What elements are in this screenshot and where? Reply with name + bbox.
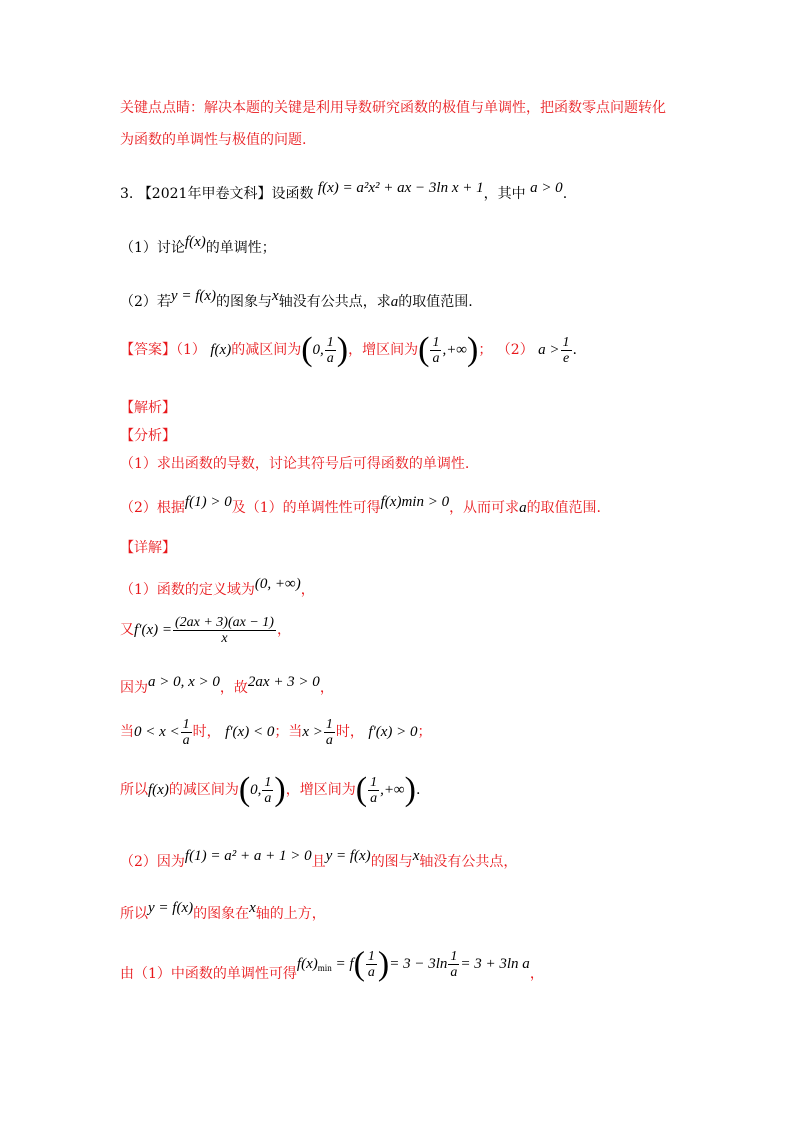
detail-4-semi: ；当 [274, 724, 303, 740]
detail-8-close: ) [377, 945, 390, 983]
answer-p2: （2） [496, 342, 534, 358]
detail-4-end: ； [417, 724, 432, 740]
part2-label: （2）若 [120, 294, 171, 310]
detail-8-open: ( [353, 945, 365, 983]
detail-1-text: （1）函数的定义域为 [120, 582, 255, 598]
detail-6-text: （2）因为 [120, 854, 185, 870]
detail-2 [120, 612, 291, 648]
frac-num: 1 [367, 949, 375, 965]
answer-dec-interval: ( [301, 331, 313, 368]
part2-text-c: 的取值范围. [398, 294, 473, 310]
part2-x: x [272, 288, 279, 304]
answer-inc-inf: ,+∞ [442, 342, 468, 358]
frac-num: 1 [326, 334, 334, 350]
part1-text: 的单调性； [205, 240, 276, 256]
answer-label: 【答案】 [120, 342, 176, 358]
detail-5-frac2 [368, 775, 379, 806]
detail-5-text: 所以 [120, 782, 148, 798]
detail-6-math2: y = f(x) [325, 848, 371, 864]
frac-den: a [325, 732, 333, 748]
answer-inc-interval: ( [418, 331, 430, 368]
detail-3-math2: 2ax + 3 > 0 [247, 674, 320, 690]
detail-3-mid: ，故 [219, 680, 248, 696]
analysis-1: （1）求出函数的导数，讨论其符号后可得函数的单调性. [120, 456, 470, 472]
detail-4-m2b: f′(x) > 0 [368, 724, 418, 740]
detail-6 [120, 846, 517, 872]
detail-3-math1: a > 0, x > 0 [148, 674, 220, 690]
answer-sep: ； [478, 342, 493, 358]
detail-5-inc: ，增区间为 [285, 782, 356, 798]
detail-4-when: 当 [120, 724, 134, 740]
detail-6-math: f(1) = a² + a + 1 > 0 [184, 848, 312, 864]
problem-part-2 [120, 286, 473, 312]
detail-8-fx: f(x) [296, 956, 318, 972]
detail-8-text: 由（1）中函数的单调性可得 [120, 966, 297, 982]
detail-5-f: f(x) [148, 782, 169, 798]
problem-lead: 设函数 [271, 186, 314, 202]
frac-den: a [326, 350, 334, 366]
analysis-2-math1: f(1) > 0 [184, 494, 232, 510]
part2-math: y = f(x) [170, 288, 217, 304]
detail-4-t1: 时， [192, 724, 221, 740]
detail-4-math2: x > [302, 724, 323, 740]
detail-2-text: 又 [120, 622, 134, 638]
detail-4-frac1 [181, 717, 192, 748]
frac-den: a [264, 790, 272, 806]
frac-num: 1 [264, 774, 272, 790]
frac-num: 1 [370, 774, 378, 790]
fenxi-label: 【分析】 [120, 428, 176, 444]
detail-2-end: ， [276, 622, 291, 638]
problem-number: 3. [120, 186, 134, 202]
detail-7-t3: 轴的上方， [255, 906, 326, 922]
detail-8-d: = 3 + 3ln a [460, 956, 530, 972]
answer-p1: （1） [176, 342, 206, 358]
answer-inc-close: ) [467, 331, 479, 368]
detail-8-min: min [317, 963, 332, 973]
detail-4-math1: 0 < x < [134, 724, 180, 740]
part1-label: （1）讨论 [120, 240, 185, 256]
detail-5-open1: ( [238, 771, 251, 808]
analysis-2-math2: f(x)min > 0 [380, 494, 450, 510]
part1-math: f(x) [184, 234, 206, 250]
detail-5-inf: ,+∞ [380, 782, 405, 798]
problem-source: 【2021年甲卷文科】 [137, 186, 272, 202]
detail-1-end: ， [300, 582, 315, 598]
frac-den: x [221, 630, 228, 646]
detail-1-math: (0, +∞) [254, 576, 301, 592]
part2-a: a [390, 294, 399, 310]
problem-condition-text: ，其中 [483, 186, 526, 202]
jiexi-label: 【解析】 [120, 400, 176, 416]
problem-condition: a > 0 [530, 180, 563, 196]
detail-5-end: . [415, 782, 421, 798]
analysis-2-text2: ，从而可求 [449, 500, 520, 516]
answer-dec-zero: 0, [312, 342, 324, 358]
detail-7-x: x [249, 900, 256, 916]
detail-5-open2: ( [355, 771, 368, 808]
detail-8-formula [296, 945, 530, 983]
answer-result-frac [561, 335, 572, 366]
analysis-2-text1: 及（1）的单调性性可得 [231, 500, 381, 516]
detail-8-f: = f [335, 956, 354, 972]
answer-line [120, 332, 577, 368]
detail-6-t3: 轴没有公共点， [419, 854, 518, 870]
frac-den: a [367, 965, 375, 981]
detail-2-lhs: f′(x) = [134, 622, 172, 638]
part2-text-b: 轴没有公共点，求 [278, 294, 391, 310]
problem-period: . [562, 186, 568, 202]
answer-dec-text: 的减区间为 [231, 342, 302, 358]
frac-num: 1 [562, 334, 570, 350]
part2-text-a: 的图象与 [216, 294, 273, 310]
answer-inc-frac [430, 335, 441, 366]
detail-label: 【详解】 [120, 540, 176, 556]
frac-num: 1 [450, 949, 458, 965]
detail-8-frac2 [448, 949, 459, 980]
detail-5 [120, 772, 420, 808]
answer-dec-frac [325, 335, 336, 366]
detail-8 [120, 944, 544, 994]
detail-4-t2: 时， [335, 724, 364, 740]
detail-6-x: x [412, 848, 420, 864]
detail-8-end: ， [529, 966, 544, 982]
answer-period: . [572, 342, 577, 358]
detail-7-text: 所以 [120, 906, 148, 922]
problem-statement [120, 178, 567, 204]
frac-den: a [450, 965, 458, 981]
detail-6-and: 且 [311, 854, 326, 870]
detail-8-c: = 3 − 3ln [389, 956, 448, 972]
detail-4-m1b: f′(x) < 0 [225, 724, 275, 740]
detail-4-frac2 [324, 717, 335, 748]
key-point-line-2: 为函数的单调性与极值的问题. [120, 132, 307, 148]
detail-6-t2: 的图与 [370, 854, 413, 870]
analysis-2-a: a [519, 500, 527, 516]
key-point-line-1: 关键点点睛：解决本题的关键是利用导数研究函数的极值与单调性，把函数零点问题转化 [120, 100, 666, 116]
detail-4 [120, 714, 432, 750]
frac-den: a [432, 350, 440, 366]
answer-f: f(x) [210, 342, 232, 358]
detail-3-end: ， [319, 680, 334, 696]
detail-7 [120, 898, 326, 924]
detail-5-close2: ) [404, 771, 416, 808]
analysis-2-text3: 的取值范围. [526, 500, 602, 516]
detail-3-text: 因为 [120, 680, 148, 696]
answer-inc-text: ，增区间为 [348, 342, 419, 358]
frac-num: (2ax + 3)(ax − 1) [174, 614, 274, 630]
detail-7-math: y = f(x) [148, 900, 194, 916]
problem-function: f(x) = a²x² + ax − 3ln x + 1 [317, 180, 484, 196]
frac-num: 1 [432, 334, 440, 350]
analysis-2 [120, 492, 601, 518]
analysis-2-label: （2）根据 [120, 500, 185, 516]
detail-5-frac1 [262, 775, 273, 806]
frac-num: 1 [182, 716, 190, 732]
frac-den: a [182, 732, 190, 748]
detail-5-close1: ) [274, 771, 286, 808]
problem-part-1 [120, 232, 276, 258]
detail-2-frac [173, 615, 276, 646]
detail-5-zero: 0, [250, 782, 262, 798]
detail-1 [120, 574, 315, 600]
frac-den: a [370, 790, 378, 806]
answer-result-a: a > [538, 342, 560, 358]
frac-den: e [562, 350, 570, 366]
detail-8-frac1 [366, 949, 377, 980]
frac-num: 1 [325, 716, 333, 732]
detail-5-dec: 的减区间为 [168, 782, 239, 798]
detail-7-t2: 的图象在 [193, 906, 250, 922]
answer-dec-close: ) [336, 331, 349, 368]
detail-3 [120, 672, 334, 698]
